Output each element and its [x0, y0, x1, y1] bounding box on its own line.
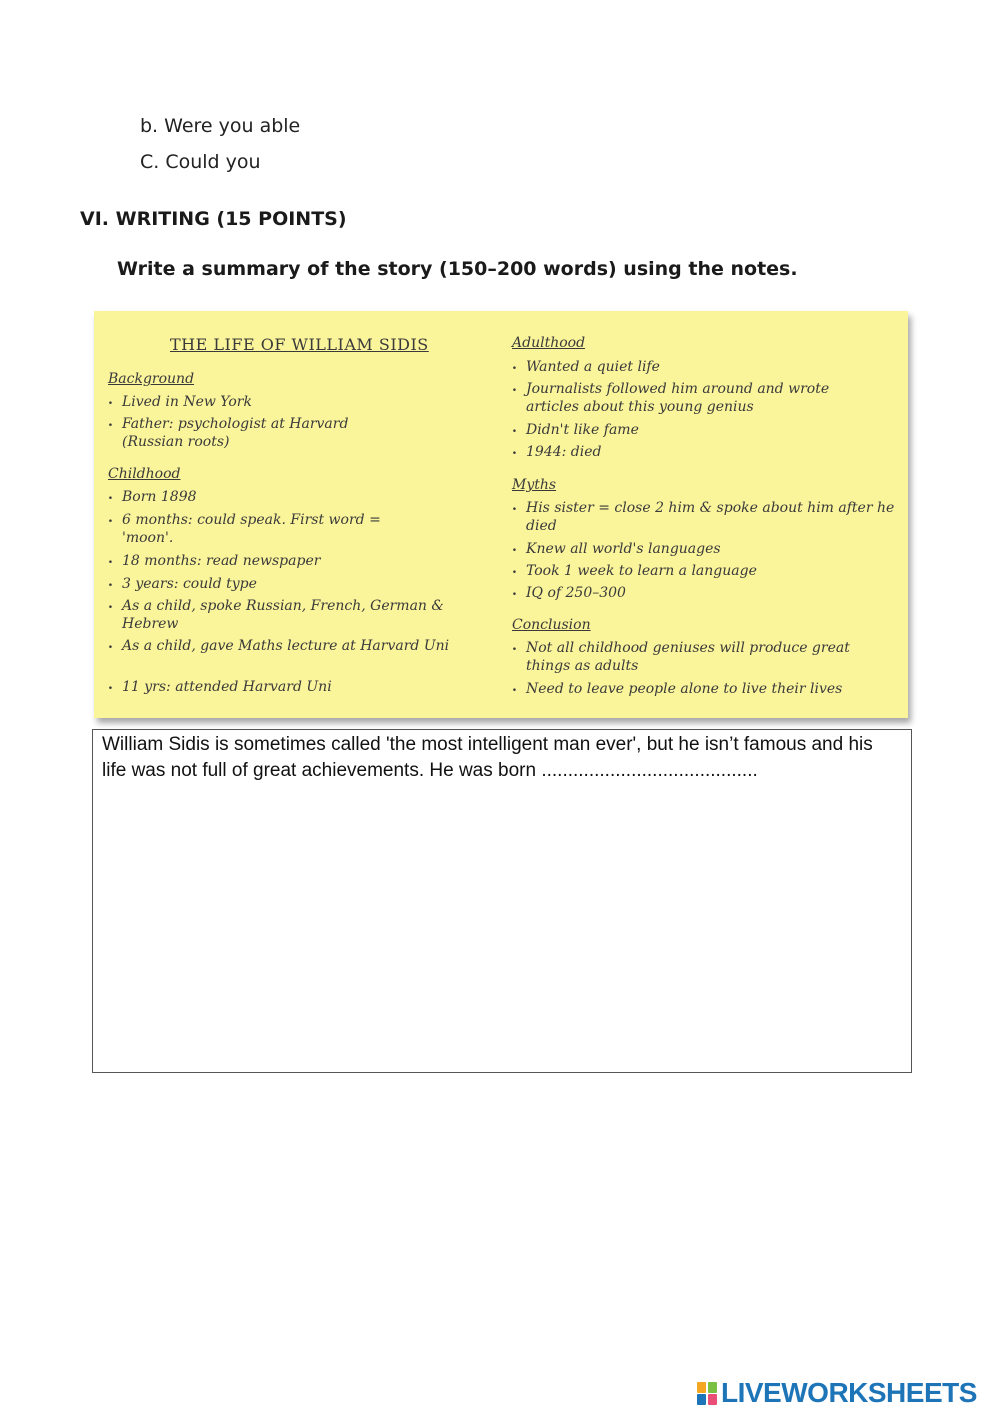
list-item: . Father: psychologist at Harvard (Russian roots) [108, 415, 382, 451]
list-item: . 18 months: read newspaper [108, 552, 452, 570]
list-item: . Didn't like fame [512, 421, 896, 439]
list-item: . 1944: died [512, 443, 896, 461]
list-item: . Need to leave people alone to live their lives [512, 680, 896, 698]
heading-adulthood: Adulthood [512, 335, 586, 351]
list-item: . Journalists followed him around and wrote articles about this young genius [512, 380, 876, 416]
notes-card [94, 311, 908, 718]
list-item: . Knew all world's languages [512, 540, 896, 558]
instruction: Write a summary of the story (150–200 words) using the notes. [117, 258, 798, 280]
list-item: . His sister = close 2 him & spoke about him after he died [512, 499, 906, 535]
list-item: . As a child, spoke Russian, French, German & Hebrew [108, 597, 462, 633]
heading-background: Background [108, 371, 195, 387]
list-item: . 6 months: could speak. First word = 'moon'. [108, 511, 422, 547]
list-item: . Wanted a quiet life [512, 358, 896, 376]
section-title: VI. WRITING (15 POINTS) [80, 208, 347, 230]
liveworksheets-logo [697, 1378, 977, 1408]
list-item: . As a child, gave Maths lecture at Harvard Uni [108, 637, 462, 655]
list-item: . Took 1 week to learn a language [512, 562, 896, 580]
answer-textarea[interactable] [92, 729, 912, 1073]
list-item: . IQ of 250–300 [512, 584, 896, 602]
list-item: . Not all childhood geniuses will produce great things as adults [512, 639, 896, 675]
list-item: . 3 years: could type [108, 575, 452, 593]
list-item: . Born 1898 [108, 488, 452, 506]
answer-text[interactable]: William Sidis is sometimes called 'the most intelligent man ever', but he isn’t famous and his life was not full of great achievements. He was born ......................................... [102, 734, 873, 781]
logo-blocks-icon [697, 1380, 719, 1406]
heading-childhood: Childhood [108, 466, 181, 482]
notes-title: THE LIFE OF WILLIAM SIDIS [170, 335, 429, 354]
option-b: b. Were you able [140, 115, 301, 137]
list-item: . Lived in New York [108, 393, 452, 411]
heading-myths: Myths [512, 477, 557, 493]
option-c: C. Could you [140, 151, 261, 173]
list-item: . 11 yrs: attended Harvard Uni [108, 678, 452, 696]
logo-text: LIVEWORKSHEETS [721, 1377, 977, 1408]
heading-conclusion: Conclusion [512, 617, 591, 633]
